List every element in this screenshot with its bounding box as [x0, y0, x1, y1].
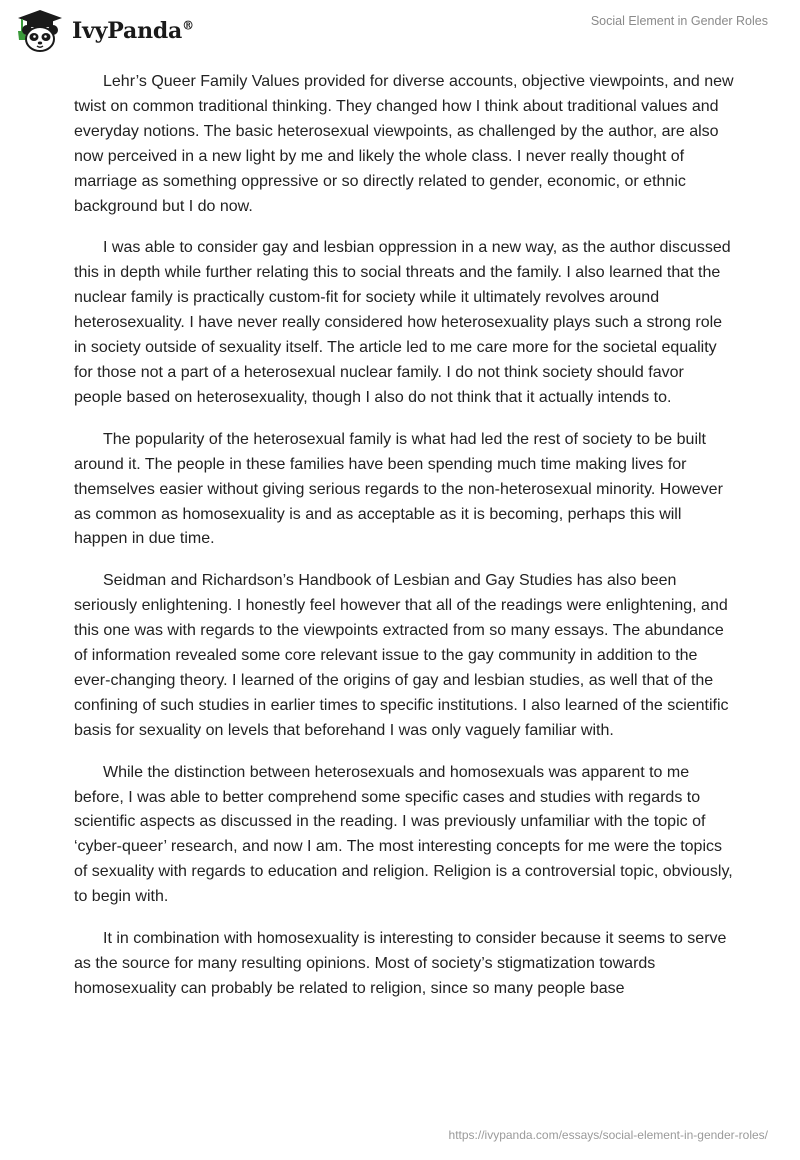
registered-mark: ®: [182, 18, 194, 33]
brand-name: [72, 18, 194, 44]
paragraph: Lehr’s Queer Family Values provided for diverse accounts, objective viewpoints, and new twist on common traditional thinking. They changed how I think about traditional values and everyday notions. The basic heterosexual viewpoints, as challenged by the author, are also now perceived in a new light by me and likely the whole class. I never really thought of marriage as something oppressive or so directly related to gender, economic, or ethnic background but I do now.: [74, 73, 734, 215]
brand-name-text: IvyPanda: [72, 18, 183, 44]
paragraph: The popularity of the heterosexual family is what had led the rest of society to be built around it. The people in these families have been spending much time making lives for themselves easier without giving serious regards to the non-heterosexual minority. However as common as homosexuality is and as acceptable as it is becoming, perhaps this will happen in due time.: [74, 430, 723, 548]
paragraph: I was able to consider gay and lesbian oppression in a new way, as the author discussed this in depth while further relating this to social threats and the family. I also learned that the nuclear family is practically custom-fit for society while it ultimately revolves around heterosexuality. I have never really considered how heterosexuality plays such a strong role in society outside of sexuality itself. The article led to me care more for the societal equality for those not a part of a heterosexual nuclear family. I do not think society should favor people based on heterosexuality, though I also do not think that it actually intends to.: [74, 239, 731, 406]
paragraph: While the distinction between heterosexuals and homosexuals was apparent to me before, I was able to better comprehend some specific cases and studies with regards to scientific aspects as discussed in the reading. I was previously unfamiliar with the topic of ‘cyber-queer’ research, and now I am. The most interesting concepts for me were the topics of sexuality with regards to education and religion. Religion is a controversial topic, obviously, to begin with.: [74, 763, 733, 906]
page-header: [0, 0, 800, 60]
essay-body: [74, 70, 734, 1019]
brand-logo[interactable]: [14, 8, 194, 54]
paragraph: It in combination with homosexuality is interesting to consider because it seems to serve as the source for many resulting opinions. Most of society’s stigmatization towards homosexuality can probably be related to religion, since so many people base: [74, 930, 727, 997]
paragraph: Seidman and Richardson’s Handbook of Lesbian and Gay Studies has also been seriously enlightening. I honestly feel however that all of the readings were enlightening, and this one was with regards to the viewpoints extracted from so many essays. The abundance of information revealed some core relevant issue to the gay community in addition to the ever-changing theory. I learned of the origins of gay and lesbian studies, as well that of the confining of such studies in earlier times to specific institutions. I also learned of the scientific basis for sexuality on levels that beforehand I was only vaguely familiar with.: [74, 572, 729, 739]
source-url[interactable]: https://ivypanda.com/essays/social-element-in-gender-roles/: [448, 1128, 768, 1142]
panda-graduate-logo-icon: [14, 8, 66, 54]
running-title: Social Element in Gender Roles: [590, 14, 768, 28]
